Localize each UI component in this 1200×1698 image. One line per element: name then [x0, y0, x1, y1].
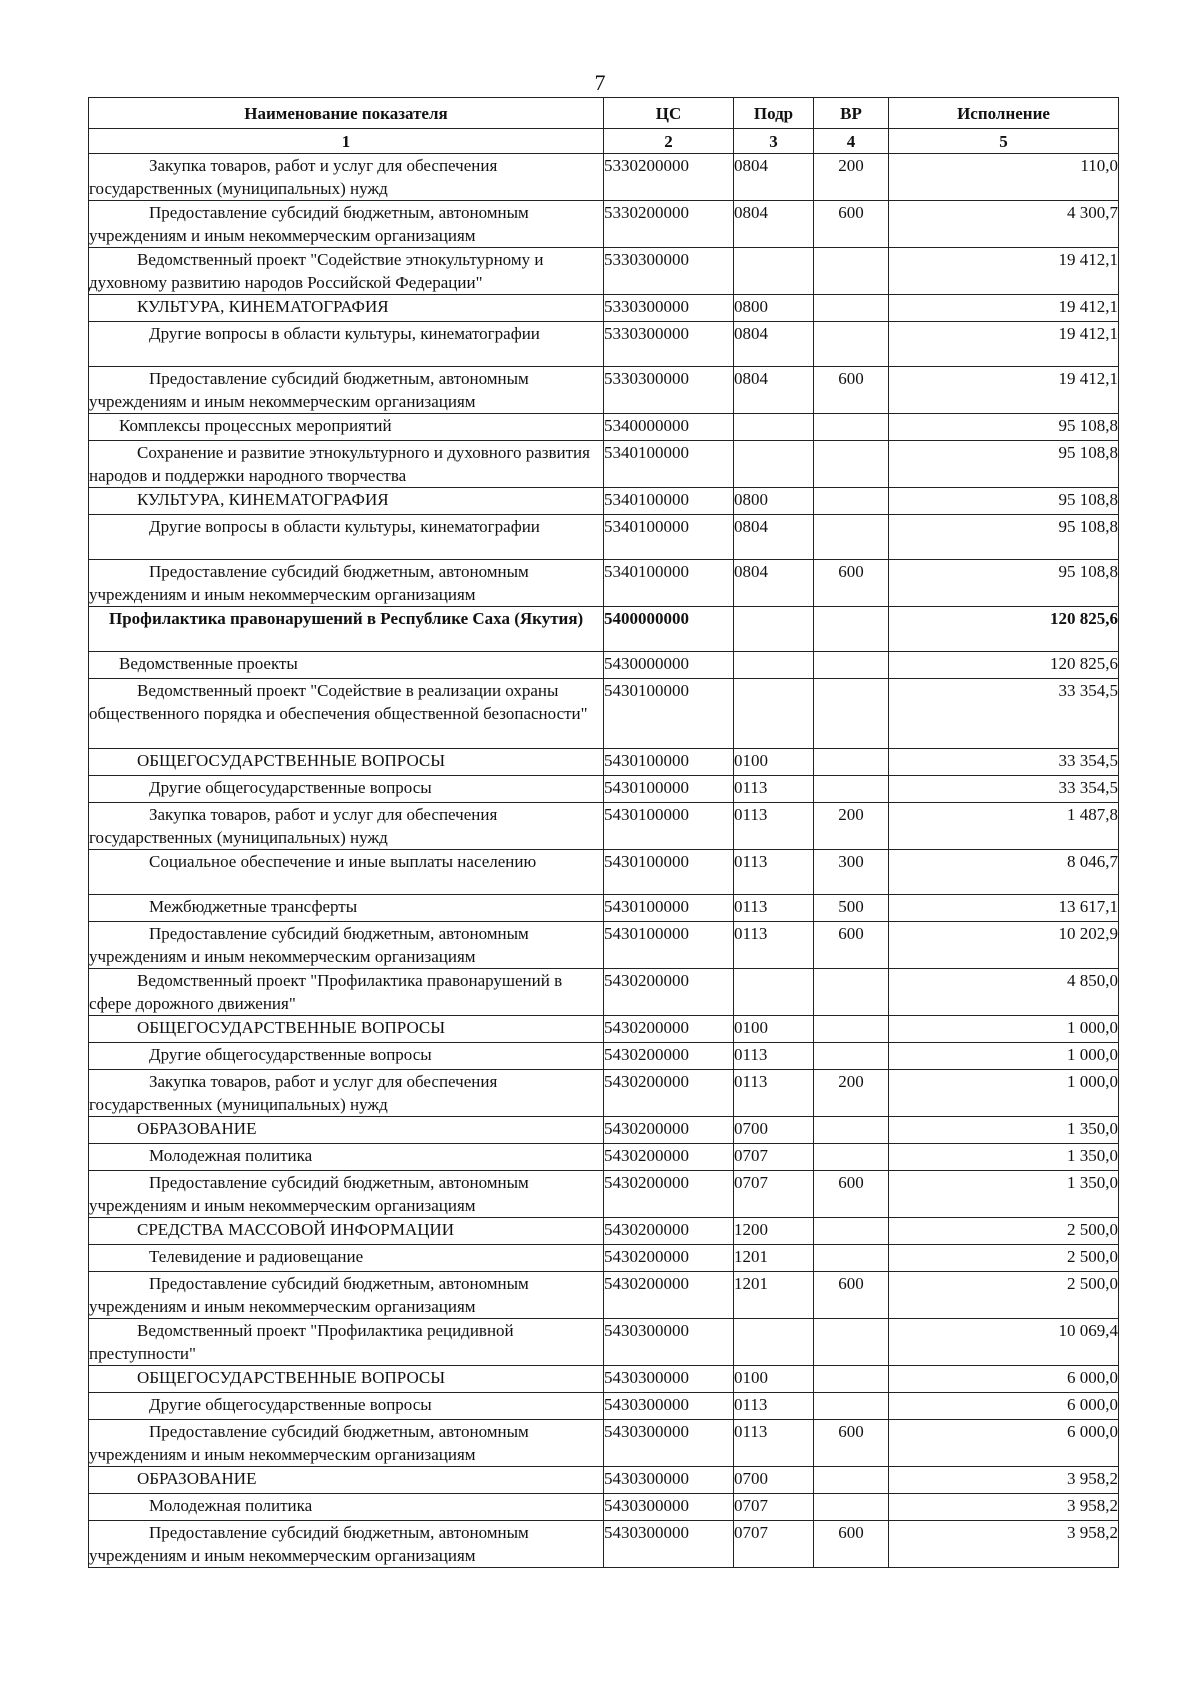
row-cs-cell: 5430300000: [604, 1319, 734, 1366]
row-vr-cell: [814, 607, 889, 652]
row-name-cell: Предоставление субсидий бюджетным, автономным учреждениям и иным некоммерческим организациям: [89, 1272, 604, 1319]
row-name-cell: Сохранение и развитие этнокультурного и духовного развития народов и поддержки народного творчества: [89, 441, 604, 488]
row-exec-cell: 1 000,0: [889, 1016, 1119, 1043]
table-row: [89, 969, 1119, 1016]
row-vr-cell: [814, 1366, 889, 1393]
page-number: 7: [594, 70, 606, 95]
row-name-cell: Предоставление субсидий бюджетным, автономным учреждениям и иным некоммерческим организациям: [89, 1171, 604, 1218]
row-vr-cell: 500: [814, 895, 889, 922]
table-header-row: [89, 98, 1119, 129]
row-vr-cell: [814, 776, 889, 803]
row-vr-cell: [814, 1218, 889, 1245]
row-podr-cell: 0100: [734, 1366, 814, 1393]
table-row: [89, 1420, 1119, 1467]
row-podr-cell: 0113: [734, 776, 814, 803]
row-cs-cell: 5430200000: [604, 1272, 734, 1319]
row-vr-cell: 300: [814, 850, 889, 895]
row-cs-cell: 5430100000: [604, 776, 734, 803]
row-cs-cell: 5430300000: [604, 1467, 734, 1494]
row-name-cell: Телевидение и радиовещание: [89, 1245, 604, 1272]
row-podr-cell: 0113: [734, 803, 814, 850]
row-exec-cell: 110,0: [889, 154, 1119, 201]
row-name-cell: ОБЩЕГОСУДАРСТВЕННЫЕ ВОПРОСЫ: [89, 1016, 604, 1043]
row-cs-cell: 5340100000: [604, 515, 734, 560]
row-name-cell: КУЛЬТУРА, КИНЕМАТОГРАФИЯ: [89, 295, 604, 322]
table-row: [89, 749, 1119, 776]
row-vr-cell: [814, 248, 889, 295]
row-exec-cell: 19 412,1: [889, 367, 1119, 414]
row-podr-cell: 1201: [734, 1272, 814, 1319]
table-row: [89, 322, 1119, 367]
row-podr-cell: [734, 414, 814, 441]
row-exec-cell: 2 500,0: [889, 1272, 1119, 1319]
row-name-cell: Другие общегосударственные вопросы: [89, 776, 604, 803]
row-vr-cell: 200: [814, 154, 889, 201]
row-name-cell: СРЕДСТВА МАССОВОЙ ИНФОРМАЦИИ: [89, 1218, 604, 1245]
row-vr-cell: [814, 1043, 889, 1070]
row-cs-cell: 5330200000: [604, 154, 734, 201]
row-cs-cell: 5430000000: [604, 652, 734, 679]
row-cs-cell: 5340000000: [604, 414, 734, 441]
row-exec-cell: 10 202,9: [889, 922, 1119, 969]
table-row: [89, 248, 1119, 295]
row-podr-cell: [734, 607, 814, 652]
col-number-4: 4: [814, 129, 889, 154]
row-name-cell: ОБРАЗОВАНИЕ: [89, 1117, 604, 1144]
row-vr-cell: [814, 1467, 889, 1494]
row-exec-cell: 1 487,8: [889, 803, 1119, 850]
row-vr-cell: [814, 322, 889, 367]
row-cs-cell: 5330200000: [604, 201, 734, 248]
row-name-cell: ОБРАЗОВАНИЕ: [89, 1467, 604, 1494]
row-podr-cell: 0700: [734, 1467, 814, 1494]
table-row: [89, 488, 1119, 515]
col-number-2: 2: [604, 129, 734, 154]
row-name-cell: Молодежная политика: [89, 1144, 604, 1171]
row-exec-cell: 19 412,1: [889, 248, 1119, 295]
row-cs-cell: 5430300000: [604, 1494, 734, 1521]
header-podr: Подр: [734, 98, 814, 129]
row-cs-cell: 5430100000: [604, 895, 734, 922]
row-name-cell: ОБЩЕГОСУДАРСТВЕННЫЕ ВОПРОСЫ: [89, 749, 604, 776]
row-exec-cell: 95 108,8: [889, 515, 1119, 560]
table-row: [89, 1494, 1119, 1521]
row-podr-cell: 0804: [734, 515, 814, 560]
row-podr-cell: 0113: [734, 1043, 814, 1070]
row-podr-cell: [734, 441, 814, 488]
row-cs-cell: 5430200000: [604, 969, 734, 1016]
row-name-cell: Предоставление субсидий бюджетным, автономным учреждениям и иным некоммерческим организациям: [89, 1521, 604, 1568]
row-vr-cell: [814, 414, 889, 441]
table-row: [89, 1521, 1119, 1568]
row-podr-cell: 0113: [734, 850, 814, 895]
row-name-cell: Другие общегосударственные вопросы: [89, 1393, 604, 1420]
row-cs-cell: 5330300000: [604, 322, 734, 367]
row-cs-cell: 5430100000: [604, 749, 734, 776]
table-row: [89, 1218, 1119, 1245]
row-podr-cell: 1201: [734, 1245, 814, 1272]
row-exec-cell: 6 000,0: [889, 1393, 1119, 1420]
row-name-cell: Другие общегосударственные вопросы: [89, 1043, 604, 1070]
row-name-cell: Межбюджетные трансферты: [89, 895, 604, 922]
row-exec-cell: 1 000,0: [889, 1043, 1119, 1070]
table-row: [89, 652, 1119, 679]
row-cs-cell: 5430200000: [604, 1117, 734, 1144]
row-podr-cell: 0804: [734, 560, 814, 607]
row-cs-cell: 5430200000: [604, 1218, 734, 1245]
row-name-cell: Ведомственный проект "Содействие этнокультурному и духовному развитию народов Российской Федерации": [89, 248, 604, 295]
table-row: [89, 1117, 1119, 1144]
row-name-cell: Социальное обеспечение и иные выплаты населению: [89, 850, 604, 895]
table-row: [89, 1016, 1119, 1043]
table-column-numbers-row: [89, 129, 1119, 154]
row-podr-cell: [734, 248, 814, 295]
header-exec: Исполнение: [889, 98, 1119, 129]
row-podr-cell: [734, 1319, 814, 1366]
table-row: [89, 1245, 1119, 1272]
row-vr-cell: [814, 488, 889, 515]
table-row: [89, 803, 1119, 850]
table-row: [89, 201, 1119, 248]
row-exec-cell: 3 958,2: [889, 1521, 1119, 1568]
row-vr-cell: [814, 1319, 889, 1366]
row-name-cell: Закупка товаров, работ и услуг для обеспечения государственных (муниципальных) нужд: [89, 1070, 604, 1117]
row-vr-cell: 600: [814, 1521, 889, 1568]
header-vr: ВР: [814, 98, 889, 129]
table-row: [89, 560, 1119, 607]
row-cs-cell: 5340100000: [604, 560, 734, 607]
row-exec-cell: 1 350,0: [889, 1117, 1119, 1144]
row-vr-cell: [814, 1245, 889, 1272]
row-podr-cell: 0707: [734, 1521, 814, 1568]
row-cs-cell: 5430100000: [604, 803, 734, 850]
row-vr-cell: [814, 295, 889, 322]
row-exec-cell: 19 412,1: [889, 295, 1119, 322]
row-name-cell: Ведомственные проекты: [89, 652, 604, 679]
row-exec-cell: 3 958,2: [889, 1494, 1119, 1521]
table-row: [89, 607, 1119, 652]
table-row: [89, 441, 1119, 488]
row-exec-cell: 1 350,0: [889, 1144, 1119, 1171]
row-cs-cell: 5430300000: [604, 1393, 734, 1420]
row-vr-cell: [814, 1144, 889, 1171]
row-cs-cell: 5430300000: [604, 1521, 734, 1568]
row-podr-cell: 0100: [734, 749, 814, 776]
table-row: [89, 1043, 1119, 1070]
row-vr-cell: [814, 652, 889, 679]
row-name-cell: Ведомственный проект "Профилактика правонарушений в сфере дорожного движения": [89, 969, 604, 1016]
row-podr-cell: 0804: [734, 201, 814, 248]
row-cs-cell: 5430200000: [604, 1070, 734, 1117]
row-podr-cell: 0113: [734, 895, 814, 922]
row-podr-cell: 0804: [734, 154, 814, 201]
row-exec-cell: 33 354,5: [889, 776, 1119, 803]
row-name-cell: Другие вопросы в области культуры, кинематографии: [89, 515, 604, 560]
row-name-cell: КУЛЬТУРА, КИНЕМАТОГРАФИЯ: [89, 488, 604, 515]
row-vr-cell: 600: [814, 560, 889, 607]
row-cs-cell: 5430200000: [604, 1245, 734, 1272]
row-podr-cell: 0113: [734, 922, 814, 969]
row-cs-cell: 5430100000: [604, 850, 734, 895]
row-name-cell: Ведомственный проект "Профилактика рецидивной преступности": [89, 1319, 604, 1366]
row-cs-cell: 5430200000: [604, 1171, 734, 1218]
row-exec-cell: 33 354,5: [889, 749, 1119, 776]
row-cs-cell: 5430200000: [604, 1043, 734, 1070]
execution-table: [88, 97, 1119, 1568]
row-exec-cell: 13 617,1: [889, 895, 1119, 922]
row-exec-cell: 120 825,6: [889, 607, 1119, 652]
table-row: [89, 776, 1119, 803]
table-row: [89, 1319, 1119, 1366]
row-exec-cell: 6 000,0: [889, 1366, 1119, 1393]
header-name: Наименование показателя: [89, 98, 604, 129]
row-podr-cell: [734, 679, 814, 749]
row-podr-cell: 0707: [734, 1171, 814, 1218]
row-vr-cell: 600: [814, 1420, 889, 1467]
row-vr-cell: [814, 679, 889, 749]
row-exec-cell: 19 412,1: [889, 322, 1119, 367]
row-exec-cell: 3 958,2: [889, 1467, 1119, 1494]
row-exec-cell: 120 825,6: [889, 652, 1119, 679]
row-exec-cell: 10 069,4: [889, 1319, 1119, 1366]
row-vr-cell: 600: [814, 201, 889, 248]
row-name-cell: Закупка товаров, работ и услуг для обеспечения государственных (муниципальных) нужд: [89, 154, 604, 201]
row-cs-cell: 5340100000: [604, 441, 734, 488]
row-podr-cell: 0804: [734, 367, 814, 414]
row-podr-cell: 0707: [734, 1494, 814, 1521]
row-cs-cell: 5340100000: [604, 488, 734, 515]
row-exec-cell: 2 500,0: [889, 1245, 1119, 1272]
row-vr-cell: 200: [814, 1070, 889, 1117]
row-vr-cell: [814, 749, 889, 776]
row-exec-cell: 1 350,0: [889, 1171, 1119, 1218]
table-row: [89, 295, 1119, 322]
row-cs-cell: 5430300000: [604, 1420, 734, 1467]
row-podr-cell: 0800: [734, 488, 814, 515]
row-name-cell: Предоставление субсидий бюджетным, автономным учреждениям и иным некоммерческим организациям: [89, 201, 604, 248]
row-podr-cell: 0707: [734, 1144, 814, 1171]
row-exec-cell: 2 500,0: [889, 1218, 1119, 1245]
row-cs-cell: 5430100000: [604, 922, 734, 969]
row-name-cell: Предоставление субсидий бюджетным, автономным учреждениям и иным некоммерческим организациям: [89, 1420, 604, 1467]
row-vr-cell: 600: [814, 1171, 889, 1218]
table-row: [89, 895, 1119, 922]
table-row: [89, 515, 1119, 560]
row-podr-cell: 0700: [734, 1117, 814, 1144]
row-exec-cell: 95 108,8: [889, 441, 1119, 488]
row-podr-cell: 1200: [734, 1218, 814, 1245]
row-name-cell: Предоставление субсидий бюджетным, автономным учреждениям и иным некоммерческим организациям: [89, 560, 604, 607]
table-row: [89, 922, 1119, 969]
row-vr-cell: 600: [814, 367, 889, 414]
row-exec-cell: 4 850,0: [889, 969, 1119, 1016]
row-exec-cell: 95 108,8: [889, 560, 1119, 607]
row-podr-cell: 0804: [734, 322, 814, 367]
row-podr-cell: [734, 652, 814, 679]
row-exec-cell: 4 300,7: [889, 201, 1119, 248]
row-vr-cell: [814, 1494, 889, 1521]
row-name-cell: Ведомственный проект "Содействие в реализации охраны общественного порядка и обеспечения общественной безопасности": [89, 679, 604, 749]
table-body: [89, 154, 1119, 1568]
table-row: [89, 850, 1119, 895]
row-vr-cell: 200: [814, 803, 889, 850]
row-exec-cell: 95 108,8: [889, 414, 1119, 441]
table-row: [89, 1070, 1119, 1117]
table-row: [89, 1366, 1119, 1393]
row-vr-cell: [814, 441, 889, 488]
row-podr-cell: 0800: [734, 295, 814, 322]
row-podr-cell: 0113: [734, 1393, 814, 1420]
table-row: [89, 154, 1119, 201]
table-row: [89, 367, 1119, 414]
row-exec-cell: 6 000,0: [889, 1420, 1119, 1467]
row-podr-cell: 0113: [734, 1420, 814, 1467]
row-name-cell: Закупка товаров, работ и услуг для обеспечения государственных (муниципальных) нужд: [89, 803, 604, 850]
row-name-cell: Комплексы процессных мероприятий: [89, 414, 604, 441]
row-cs-cell: 5330300000: [604, 295, 734, 322]
table-row: [89, 1272, 1119, 1319]
table-row: [89, 1144, 1119, 1171]
row-name-cell: Другие вопросы в области культуры, кинематографии: [89, 322, 604, 367]
row-cs-cell: 5330300000: [604, 248, 734, 295]
row-cs-cell: 5330300000: [604, 367, 734, 414]
row-name-cell: Предоставление субсидий бюджетным, автономным учреждениям и иным некоммерческим организациям: [89, 922, 604, 969]
row-podr-cell: [734, 969, 814, 1016]
row-cs-cell: 5430200000: [604, 1144, 734, 1171]
table-row: [89, 1467, 1119, 1494]
row-name-cell: Молодежная политика: [89, 1494, 604, 1521]
row-name-cell: Предоставление субсидий бюджетным, автономным учреждениям и иным некоммерческим организациям: [89, 367, 604, 414]
row-cs-cell: 5430200000: [604, 1016, 734, 1043]
row-podr-cell: 0113: [734, 1070, 814, 1117]
row-exec-cell: 1 000,0: [889, 1070, 1119, 1117]
row-vr-cell: [814, 969, 889, 1016]
col-number-3: 3: [734, 129, 814, 154]
row-exec-cell: 95 108,8: [889, 488, 1119, 515]
row-cs-cell: 5430300000: [604, 1366, 734, 1393]
row-exec-cell: 33 354,5: [889, 679, 1119, 749]
table-row: [89, 414, 1119, 441]
row-name-cell: ОБЩЕГОСУДАРСТВЕННЫЕ ВОПРОСЫ: [89, 1366, 604, 1393]
table-row: [89, 1393, 1119, 1420]
row-vr-cell: 600: [814, 922, 889, 969]
row-vr-cell: [814, 1393, 889, 1420]
row-podr-cell: 0100: [734, 1016, 814, 1043]
row-vr-cell: [814, 515, 889, 560]
row-name-cell: Профилактика правонарушений в Республике Саха (Якутия): [89, 607, 604, 652]
row-exec-cell: 8 046,7: [889, 850, 1119, 895]
row-cs-cell: 5430100000: [604, 679, 734, 749]
col-number-1: 1: [89, 129, 604, 154]
row-vr-cell: [814, 1016, 889, 1043]
table-row: [89, 679, 1119, 749]
table-row: [89, 1171, 1119, 1218]
col-number-5: 5: [889, 129, 1119, 154]
row-vr-cell: [814, 1117, 889, 1144]
header-cs: ЦС: [604, 98, 734, 129]
row-vr-cell: 600: [814, 1272, 889, 1319]
row-cs-cell: 5400000000: [604, 607, 734, 652]
